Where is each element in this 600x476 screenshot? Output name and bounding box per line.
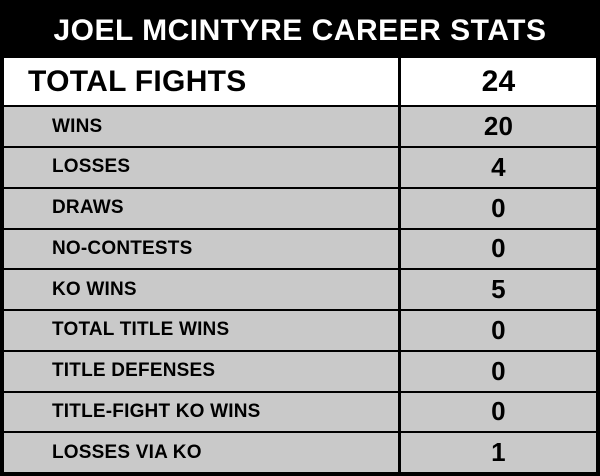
stat-value: 0	[491, 314, 506, 345]
stat-label: WINS	[52, 115, 103, 137]
stat-label-cell	[4, 311, 401, 350]
stat-value: 0	[491, 192, 506, 223]
stat-label: NO-CONTESTS	[52, 237, 193, 259]
stat-label-cell	[4, 107, 401, 146]
table-row	[4, 309, 596, 350]
stat-label: KO WINS	[52, 278, 137, 300]
stat-label-cell	[4, 433, 401, 472]
table-row	[4, 105, 596, 146]
table-row	[4, 228, 596, 269]
stat-value-cell	[401, 393, 596, 432]
stat-label: LOSSES VIA KO	[52, 441, 202, 463]
stat-value-cell	[401, 433, 596, 472]
stat-label-cell	[4, 352, 401, 391]
stat-value-cell	[401, 311, 596, 350]
total-fights-value-cell	[401, 58, 596, 105]
stat-label: TOTAL TITLE WINS	[52, 319, 230, 341]
stat-value: 0	[491, 233, 506, 264]
stat-value-cell	[401, 230, 596, 269]
stat-value: 1	[491, 437, 506, 468]
stat-label-cell	[4, 148, 401, 187]
total-fights-value: 24	[481, 64, 516, 98]
stat-value: 4	[491, 151, 506, 182]
stats-table	[4, 58, 596, 472]
table-row	[4, 268, 596, 309]
stat-label: DRAWS	[52, 197, 124, 219]
page-title: JOEL MCINTYRE CAREER STATS	[53, 14, 547, 47]
stat-value: 5	[491, 274, 506, 305]
stat-value: 20	[483, 111, 514, 142]
table-row	[4, 431, 596, 472]
stat-value-cell	[401, 107, 596, 146]
table-row	[4, 187, 596, 228]
table-row	[4, 391, 596, 432]
stat-label-cell	[4, 393, 401, 432]
stat-label: TITLE-FIGHT KO WINS	[52, 400, 261, 422]
stat-label-cell	[4, 230, 401, 269]
stat-value-cell	[401, 352, 596, 391]
stat-label-cell	[4, 189, 401, 228]
total-fights-label: TOTAL FIGHTS	[28, 64, 247, 98]
total-fights-label-cell	[4, 58, 401, 105]
stat-label: TITLE DEFENSES	[52, 360, 216, 382]
stat-value-cell	[401, 148, 596, 187]
table-row	[4, 350, 596, 391]
stat-value-cell	[401, 270, 596, 309]
stat-value: 0	[491, 355, 506, 386]
table-row	[4, 146, 596, 187]
card-title-bar	[4, 4, 596, 58]
stat-label-cell	[4, 270, 401, 309]
stat-label: LOSSES	[52, 156, 131, 178]
stat-value-cell	[401, 189, 596, 228]
table-row-total-fights	[4, 58, 596, 105]
stat-value: 0	[491, 396, 506, 427]
